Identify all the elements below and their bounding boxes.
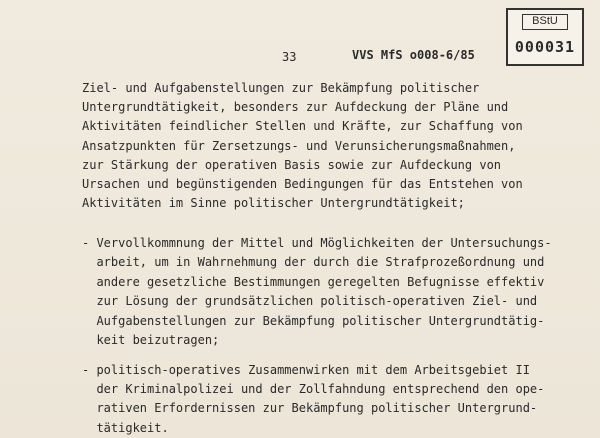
text-line: Ursachen und begünstigenden Bedingungen für das Entstehen von bbox=[82, 177, 523, 191]
text-line: der Kriminalpolizei und der Zollfahndung entsprechend den ope- bbox=[82, 382, 545, 397]
stamp-number: 000031 bbox=[514, 38, 576, 56]
text-line: arbeit, um in Wahrnehmung der durch die Strafprozeßordnung und bbox=[82, 255, 545, 270]
text-line: tätigkeit. bbox=[82, 420, 169, 435]
text-line: Ansatzpunkten für Zersetzungs- und Verunsicherungsmaßnahmen, bbox=[82, 138, 516, 153]
text-line: Aufgabenstellungen zur Bekämpfung politischer Untergrundtätig- bbox=[82, 313, 545, 328]
text-line: Aktivitäten im Sinne politischer Untergrundtätigkeit; bbox=[82, 196, 465, 211]
text-line: - Vervollkommnung der Mittel und Möglichkeiten der Untersuchungs- bbox=[82, 236, 552, 250]
archive-stamp bbox=[506, 8, 584, 66]
document-reference: VVS MfS o008-6/85 bbox=[352, 48, 475, 62]
page-number: 33 bbox=[282, 50, 297, 64]
text-line: - politisch-operatives Zusammenwirken mit dem Arbeitsgebiet II bbox=[82, 363, 530, 377]
text-line: Ziel- und Aufgabenstellungen zur Bekämpfung politischer bbox=[82, 81, 480, 95]
text-line: Untergrundtätigkeit, besonders zur Aufdeckung der Pläne und bbox=[82, 100, 509, 115]
text-line: andere gesetzliche Bestimmungen geregelten Befugnisse effektiv bbox=[82, 274, 545, 289]
text-line: keit beizutragen; bbox=[82, 333, 220, 347]
text-line: Aktivitäten feindlicher Stellen und Kräfte, zur Schaffung von bbox=[82, 119, 523, 134]
text-line: rativen Erfordernissen zur Bekämpfung politischer Untergrund- bbox=[82, 401, 538, 416]
stamp-label: BStU bbox=[522, 14, 568, 30]
text-line: zur Lösung der grundsätzlichen politisch-operativen Ziel- und bbox=[82, 294, 538, 309]
text-line: zur Stärkung der operativen Basis sowie zur Aufdeckung von bbox=[82, 157, 502, 172]
